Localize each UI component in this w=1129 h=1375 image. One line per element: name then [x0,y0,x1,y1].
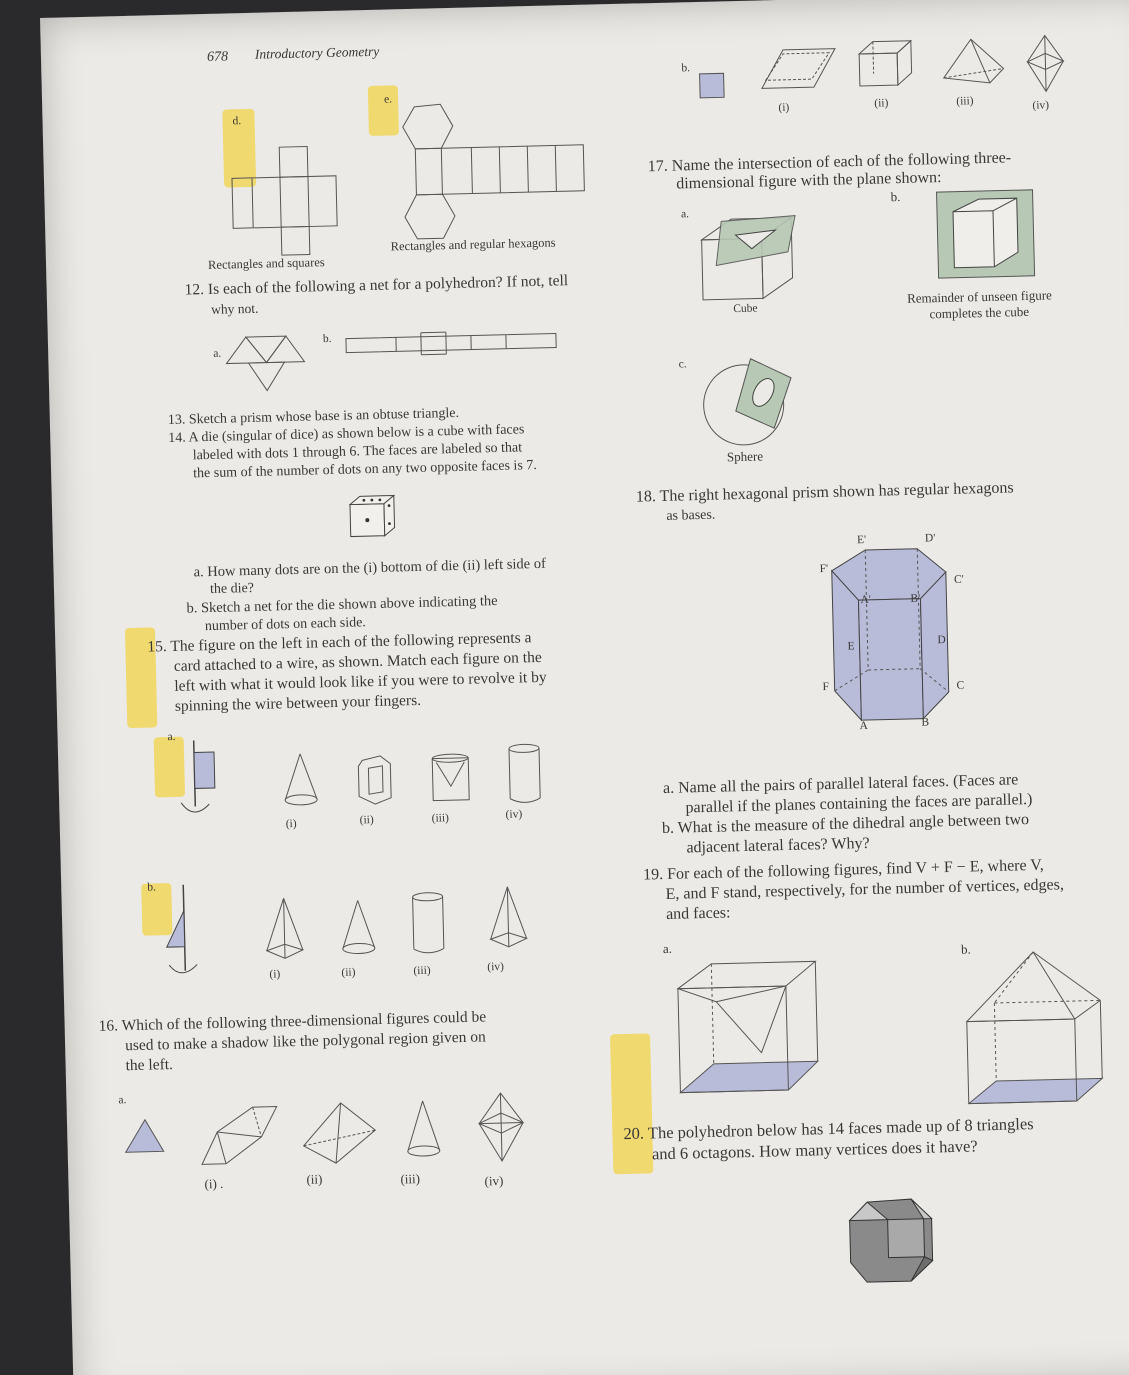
page-number: 678 [206,49,229,65]
solid-15a-iii [428,750,473,811]
caption-sphere: Sphere [726,448,764,465]
caption-remainder-1: Remainder of unseen figure [906,287,1053,306]
label-15a: a. [167,730,176,744]
problem-18b: b. What is the measure of the dihedral angle between two [661,811,1030,838]
vertex-E-prime: E' [856,533,867,547]
solid-16b-iii [941,36,1006,88]
caption-d: Rectangles and squares [207,255,325,272]
vertex-B-prime: B' [910,592,921,605]
book-title: Introductory Geometry [254,43,380,62]
label-16a: a. [118,1094,127,1107]
solid-16b-i [759,42,840,94]
caption-16-iii: (iii) [400,1171,421,1187]
problem-18-line2: as bases. [666,507,716,524]
problem-14b: b. Sketch a net for the die shown above indicating the [186,592,498,617]
vertex-B: B [921,716,930,729]
label-17a: a. [680,208,690,221]
solid-16-ii [299,1100,381,1168]
problem-16-line3: the left. [125,1056,174,1075]
label-17b: b. [890,189,901,205]
label-e: e. [383,93,393,106]
label-12a: a. [213,347,222,360]
problem-14a: a. How many dots are on the (i) bottom of die (ii) left side of [193,555,547,581]
problem-14-line3: the sum of the number of dots on any two opposite faces is 7. [193,457,537,482]
net-12a-figure [226,330,307,392]
problem-15-line2: card attached to a wire, as shown. Match each figure on the [173,648,542,675]
label-17c: c. [678,358,687,371]
vertex-E: E [847,640,855,653]
die-figure [350,493,401,536]
solid-15b-iii [407,890,449,959]
net-e-figure [394,94,598,249]
caption-15a-ii: (ii) [359,814,374,827]
problem-13: 13. Sketch a prism whose base is an obtuse triangle. [167,405,460,428]
caption-cube: Cube [733,302,758,316]
hexagonal-prism-figure [813,541,988,745]
problem-19-line3: and faces: [665,904,731,923]
truncated-cube-figure [847,1194,939,1286]
shadow-triangle [125,1119,166,1156]
card-wire-a-figure [170,740,222,821]
problem-20: 20. The polyhedron below has 14 faces made up of 8 triangles [623,1114,1034,1144]
problem-17-line2: dimensional figure with the plane shown: [676,169,942,193]
solid-16b-iv [1025,35,1066,96]
problem-18a-line2: parallel if the planes containing the faces are parallel.) [685,790,1033,817]
textbook-page [40,0,1129,1375]
caption-16-ii: (ii) [306,1171,323,1187]
label-19b: b. [960,941,971,957]
caption-15a-i: (i) [285,817,297,831]
caption-15b-iv: (iv) [487,960,505,974]
problem-19: 19. For each of the following figures, find V + F − E, where V, [642,856,1045,884]
problem-15: 15. The figure on the left in each of the following represents a [147,629,532,656]
problem-12-line2: why not. [210,300,259,317]
caption-16b-i: (i) [778,101,790,114]
caption-e: Rectangles and regular hexagons [390,235,556,254]
sphere-plane-figure [698,347,810,450]
solid-15a-ii [354,752,395,813]
solid-16b-ii [857,39,918,90]
caption-16b-iv: (iv) [1032,99,1050,112]
card-wire-b-figure [157,884,209,981]
problem-12: 12. Is each of the following a net for a polyhedron? If not, tell [184,272,569,299]
caption-16-iv: (iv) [484,1173,504,1189]
label-d: d. [232,115,242,128]
house-figure [963,950,1107,1113]
caption-15b-ii: (ii) [341,966,356,979]
solid-15b-ii [338,900,379,961]
solid-16-i [197,1102,289,1174]
solid-16-iv [476,1092,528,1163]
problem-14a-line2: the die? [209,580,255,598]
caption-15a-iv: (iv) [505,808,523,821]
problem-15-line4: spinning the wire between your fingers. [174,691,422,715]
caption-16b-iii: (iii) [956,95,974,108]
problem-19-line2: E, and F stand, respectively, for the number of vertices, edges, [665,876,1065,903]
problem-14: 14. A die (singular of dice) as shown below is a cube with faces [168,422,525,446]
net-d-figure [231,145,354,258]
solid-15b-iv [485,886,531,955]
vertex-A-prime: A' [860,593,872,607]
label-12b: b. [322,332,332,346]
problem-18: 18. The right hexagonal prism shown has regular hexagons [635,479,1014,506]
problem-16-line2: used to make a shadow like the polygonal region given on [124,1028,486,1055]
net-12b-figure [346,325,567,360]
caption-15b-iii: (iii) [413,964,431,978]
problem-14b-line2: number of dots on each side. [204,615,367,635]
highlight-20 [610,1033,653,1174]
label-15b: b. [147,881,157,894]
solid-15b-i [262,898,308,963]
vertex-F-prime: F' [819,562,829,576]
caption-15b-i: (i) [269,968,281,981]
shadow-square [700,73,727,100]
problem-15-line3: left with what it would look like if you were to revolve it by [174,668,547,695]
solid-16-iii [403,1100,445,1165]
vertex-C-prime: C' [953,573,964,586]
problem-17: 17. Name the intersection of each of the following three- [647,149,1012,176]
vertex-D: D [937,634,946,647]
solid-15a-iv [504,742,546,809]
remainder-cube-figure [937,190,1039,282]
vertex-C: C [956,679,965,692]
cut-cube-figure [675,959,828,1103]
caption-16-i: (i) . [204,1175,224,1192]
label-19a: a. [662,940,673,957]
vertex-F: F [822,680,830,694]
caption-15a-iii: (iii) [431,812,450,825]
vertex-A: A [859,719,869,733]
cube-plane-figure [695,211,807,304]
problem-18b-line2: adjacent lateral faces? Why? [686,834,870,857]
solid-15a-i [280,753,321,814]
problem-18a: a. Name all the pairs of parallel lateral faces. (Faces are [662,771,1019,798]
problem-16: 16. Which of the following three-dimensional figures could be [98,1008,487,1035]
caption-16b-ii: (ii) [874,97,889,110]
problem-14-line2: labeled with dots 1 through 6. The faces are labeled so that [192,440,523,464]
caption-remainder-2: completes the cube [929,303,1030,322]
vertex-D-prime: D' [924,532,936,545]
label-16b: b. [681,62,691,75]
problem-20-line2: and 6 octagons. How many vertices does it have? [651,1136,978,1164]
